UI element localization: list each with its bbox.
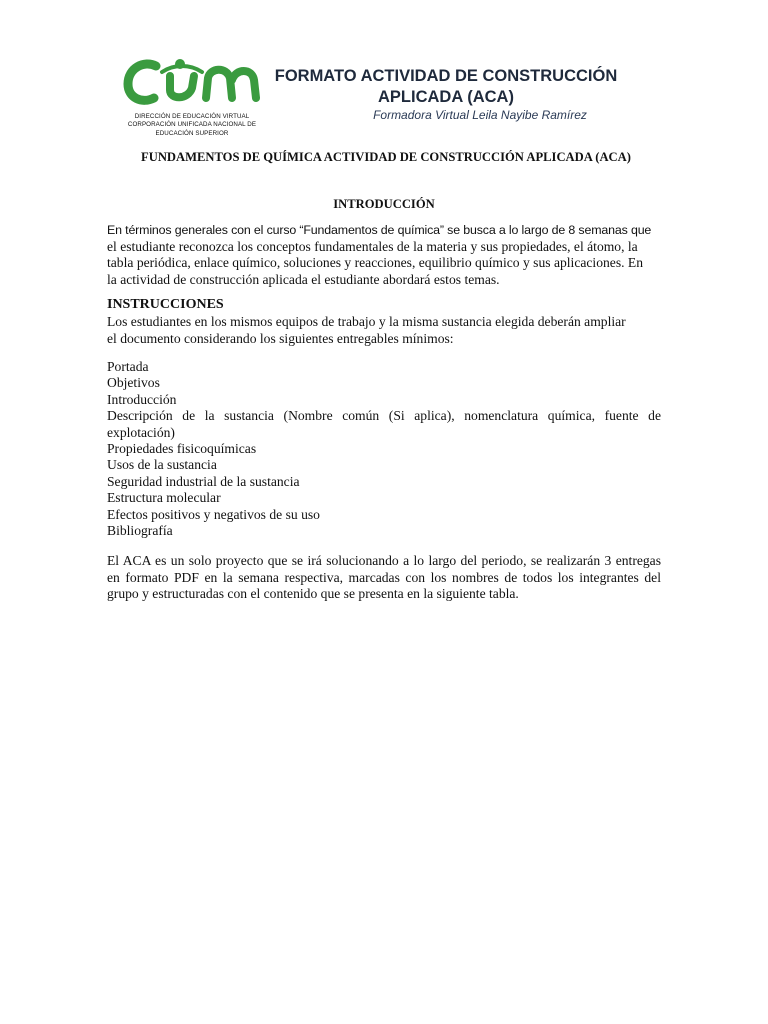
list-item: Estructura molecular <box>107 490 221 506</box>
institution-logo <box>112 54 272 144</box>
list-item: Introducción <box>107 391 177 407</box>
header-subtitle: Formadora Virtual Leila Nayibe Ramírez <box>373 108 587 122</box>
list-item: Portada <box>107 359 149 374</box>
intro-line: el estudiante reconozca los conceptos fundamentales de la materia y sus propiedades, el átomo, la <box>107 238 638 254</box>
deliverables-list <box>107 359 661 539</box>
closing-line: El ACA es un solo proyecto que se irá solucionando a lo largo del periodo, se realizarán 3 entregas <box>107 553 661 568</box>
logo-caption-line: EDUCACIÓN SUPERIOR <box>155 129 229 137</box>
list-item-line: Descripción de la sustancia (Nombre común (Si aplica), nomenclatura química, fuente de <box>107 408 661 424</box>
document-title: FUNDAMENTOS DE QUÍMICA ACTIVIDAD DE CONSTRUCCIÓN APLICADA (ACA) <box>141 150 631 164</box>
intro-line: la actividad de construcción aplicada el estudiante abordará estos temas. <box>107 271 500 287</box>
logo-caption-line: DIRECCIÓN DE EDUCACIÓN VIRTUAL <box>134 113 250 120</box>
logo-caption-line: CORPORACIÓN UNIFICADA NACIONAL DE <box>127 121 257 129</box>
list-item: Seguridad industrial de la sustancia <box>107 473 300 489</box>
list-item <box>107 408 661 424</box>
list-item: Efectos positivos y negativos de su uso <box>107 506 320 522</box>
instructions-line: Los estudiantes en los mismos equipos de trabajo y la misma sustancia elegida deberán ampliar <box>107 314 626 329</box>
header-title <box>270 66 622 108</box>
list-item: Bibliografía <box>107 523 173 539</box>
closing-paragraph <box>107 553 661 603</box>
header-title-line: APLICADA (ACA) <box>378 88 514 106</box>
list-item: explotación) <box>107 424 175 440</box>
intro-heading: INTRODUCCIÓN <box>333 197 435 211</box>
intro-line: En términos generales con el curso “Fundamentos de química” se busca a lo largo de 8 semanas que <box>107 223 652 237</box>
intro-paragraph <box>107 222 661 288</box>
list-item: Propiedades fisicoquímicas <box>107 441 257 457</box>
instructions-paragraph <box>107 314 661 347</box>
list-item: Objetivos <box>107 375 160 391</box>
closing-line: grupo y estructuradas con el contenido que se presenta en la siguiente tabla. <box>107 586 519 602</box>
header-title-line: FORMATO ACTIVIDAD DE CONSTRUCCIÓN <box>274 67 618 85</box>
cun-logo-icon <box>122 54 262 110</box>
instructions-line: el documento considerando los siguientes entregables mínimos: <box>107 330 454 346</box>
closing-line: en formato PDF en la semana respectiva, marcadas con los nombres de todos los integrantes del <box>107 569 661 585</box>
intro-line: tabla periódica, enlace químico, soluciones y reacciones, equilibrio químico y sus aplicaciones. En <box>107 255 644 271</box>
instructions-heading: INSTRUCCIONES <box>107 297 224 312</box>
logo-caption <box>112 113 272 138</box>
list-item: Usos de la sustancia <box>107 457 217 473</box>
